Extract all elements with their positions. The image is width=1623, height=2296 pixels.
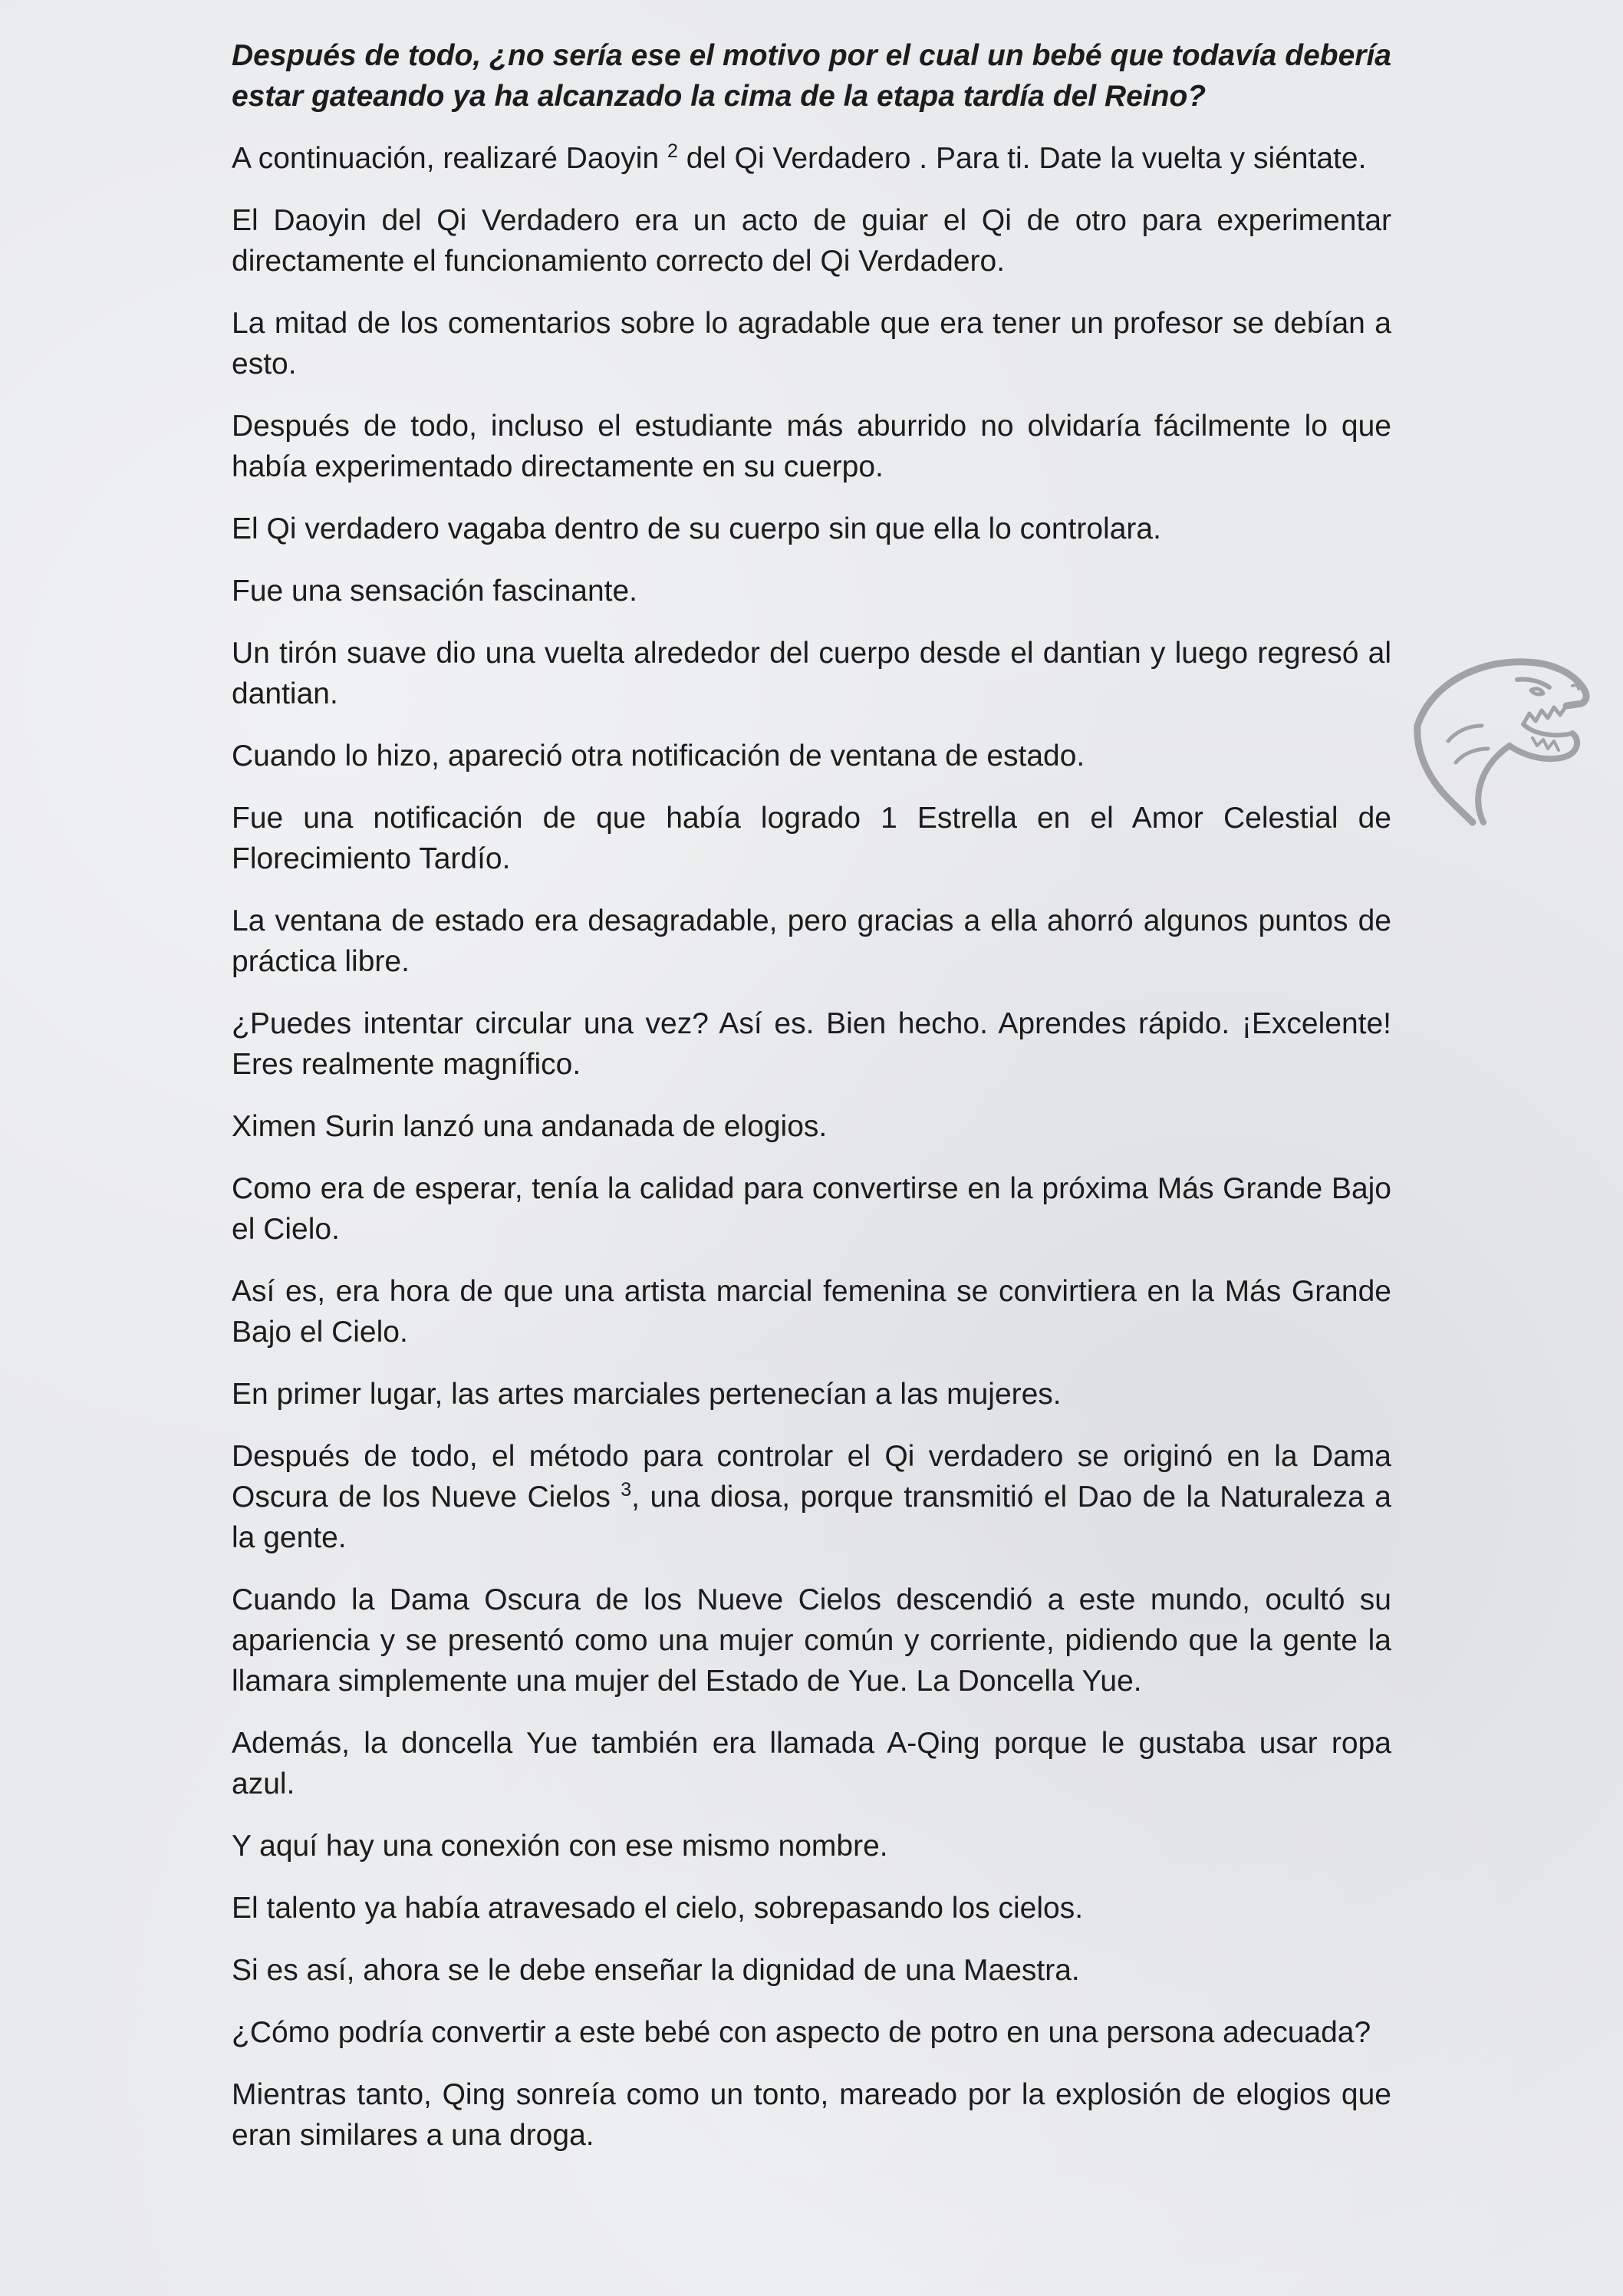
- paragraph-text: A continuación, realizaré Daoyin: [232, 142, 667, 175]
- paragraph: Así es, era hora de que una artista marcial femenina se convirtiera en la Más Grande Bajo el Cielo.: [232, 1275, 1391, 1349]
- paragraph-text: , una diosa, porque transmitió el Dao de la Naturaleza a la gente.: [232, 1481, 1391, 1554]
- paragraph: Después de todo, incluso el estudiante más aburrido no olvidaría fácilmente lo que había experimentado directamente en su cuerpo.: [232, 410, 1391, 483]
- paragraph: El talento ya había atravesado el cielo, sobrepasando los cielos.: [232, 1892, 1084, 1925]
- footnote-ref-3[interactable]: 3: [621, 1479, 632, 1500]
- paragraph: Fue una sensación fascinante.: [232, 575, 638, 608]
- paragraph: Y aquí hay una conexión con ese mismo nombre.: [232, 1830, 888, 1863]
- footnote-ref-2[interactable]: 2: [667, 140, 678, 162]
- paragraph: Un tirón suave dio una vuelta alrededor del cuerpo desde el dantian y luego regresó al dantian.: [232, 637, 1391, 710]
- paragraph: La mitad de los comentarios sobre lo agradable que era tener un profesor se debían a esto.: [232, 307, 1391, 380]
- dinosaur-head-icon: [1402, 634, 1602, 833]
- paragraph: ¿Puedes intentar circular una vez? Así es. Bien hecho. Aprendes rápido. ¡Excelente! Eres realmente magnífico.: [232, 1007, 1391, 1081]
- paragraph-daoyin-offer: [232, 138, 1391, 179]
- intro-paragraph: Después de todo, ¿no sería ese el motivo por el cual un bebé que todavía debería estar gateando ya ha alcanzado la cima de la etapa tardía del Reino?: [232, 39, 1391, 113]
- paragraph: Como era de esperar, tenía la calidad para convertirse en la próxima Más Grande Bajo el Cielo.: [232, 1172, 1391, 1246]
- paragraph: Mientras tanto, Qing sonreía como un tonto, mareado por la explosión de elogios que eran similares a una droga.: [232, 2078, 1391, 2152]
- paragraph: ¿Cómo podría convertir a este bebé con aspecto de potro en una persona adecuada?: [232, 2016, 1371, 2049]
- paragraph: Fue una notificación de que había logrado 1 Estrella en el Amor Celestial de Florecimiento Tardío.: [232, 802, 1391, 875]
- paragraph: Si es así, ahora se le debe enseñar la dignidad de una Maestra.: [232, 1954, 1080, 1987]
- document-page: [232, 35, 1391, 2177]
- paragraph: En primer lugar, las artes marciales pertenecían a las mujeres.: [232, 1378, 1062, 1411]
- paragraph: Cuando lo hizo, apareció otra notificación de ventana de estado.: [232, 740, 1085, 772]
- paragraph: Cuando la Dama Oscura de los Nueve Cielos descendió a este mundo, ocultó su apariencia y se presentó como una mujer común y corriente, pidiendo que la gente la llamara simplemente una mujer del Estado de Yue. La Doncella Yue.: [232, 1583, 1391, 1698]
- paragraph-dama-oscura: [232, 1436, 1391, 1558]
- paragraph: La ventana de estado era desagradable, pero gracias a ella ahorró algunos puntos de práctica libre.: [232, 904, 1391, 978]
- paragraph: El Daoyin del Qi Verdadero era un acto de guiar el Qi de otro para experimentar directamente el funcionamiento correcto del Qi Verdadero.: [232, 204, 1391, 278]
- paragraph: El Qi verdadero vagaba dentro de su cuerpo sin que ella lo controlara.: [232, 512, 1161, 545]
- paragraph: Además, la doncella Yue también era llamada A-Qing porque le gustaba usar ropa azul.: [232, 1727, 1391, 1800]
- paragraph-text: Después de todo, el método para controlar el Qi verdadero se originó en la Dama Oscura de los Nueve Cielos: [232, 1440, 1391, 1514]
- paragraph-text: del Qi Verdadero . Para ti. Date la vuelta y siéntate.: [677, 142, 1367, 175]
- paragraph: Ximen Surin lanzó una andanada de elogios.: [232, 1110, 828, 1143]
